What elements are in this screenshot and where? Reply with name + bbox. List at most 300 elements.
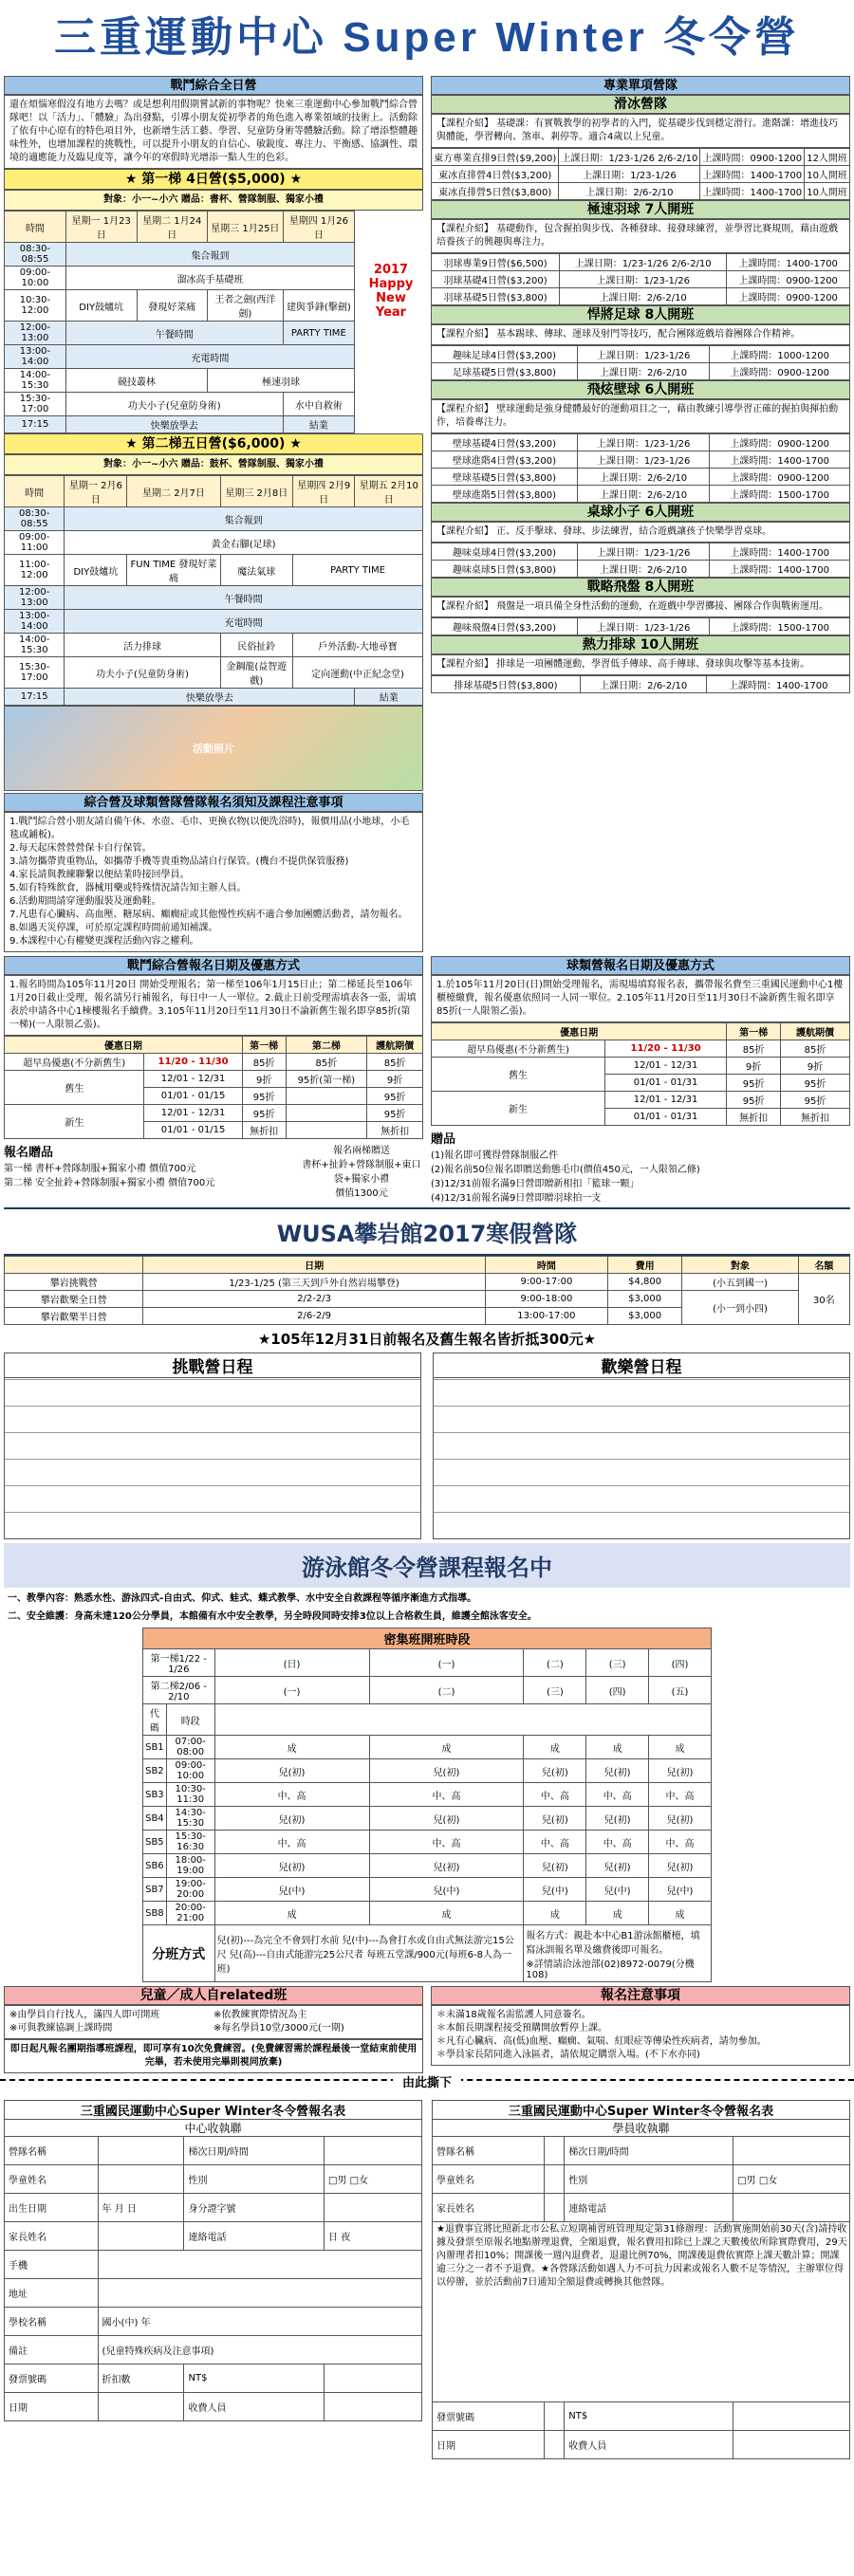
form-label: 營隊名稱: [5, 2137, 99, 2165]
price-value: [286, 1105, 367, 1122]
frisbee-desc: 【課程介紹】 飛盤是一項具備全身性活動的運動，在遊戲中學習擲接、團隊合作與戰術運用。: [431, 597, 850, 617]
cut-line: [0, 2076, 854, 2094]
time-cell: 14:00-15:30: [5, 634, 65, 657]
form-label: 學童姓名: [5, 2165, 99, 2194]
id-field[interactable]: [325, 2194, 422, 2222]
fee-item: ※每名學員10堂/3000元(一期): [214, 2023, 344, 2033]
form-label: 備註: [5, 2336, 99, 2364]
left-discount-text: 1.報名時間為105年11月20日 開始受理報名；第一梯至106年1月15日止；第二梯延長至106年1月20日截止受理，報名請另行補報名，每日中一人一單位。2.截止日前受理需填表各一張，需填表於申請各中心1棟樓報名手續費。3.105年11月20日至11月30日不論新舊生報名即享85折(第一梯)(一人限領乙張)。: [4, 975, 423, 1036]
course-time: 上課時間：0900-1200: [710, 363, 850, 380]
session-code: SB5: [143, 1831, 167, 1854]
sign-field[interactable]: [733, 2431, 850, 2459]
session-level: 兒(初): [214, 1759, 369, 1783]
volleyball-title: 熱力排球 10人開班: [431, 635, 850, 654]
wusa-cell: 攀岩歡樂全日營: [5, 1291, 143, 1308]
activity-cell: 水中自救術: [283, 393, 354, 416]
price-value: 95折: [780, 1075, 849, 1092]
course-date: 上課日期：2/6-2/10: [577, 363, 710, 380]
price-date: 12/01 - 12/31: [604, 1058, 726, 1075]
price-date: 01/01 - 01/15: [144, 1088, 242, 1105]
price-label: 舊生: [5, 1071, 144, 1105]
phone-field[interactable]: [325, 2222, 422, 2251]
price-header: 護航期價: [367, 1037, 423, 1054]
gift-item: (2)報名前50位報名即贈送動態毛巾(價值450元，一人限領乙條): [431, 1165, 700, 1175]
price-date: 12/01 - 12/31: [144, 1105, 242, 1122]
form-label: NT$: [565, 2402, 733, 2431]
male-checkbox[interactable]: □男: [328, 2176, 347, 2186]
weekday: (二): [369, 1677, 524, 1704]
session-level: 成: [214, 1736, 369, 1759]
badminton-desc: 【課程介紹】 基礎動作，包含握拍與步伐、各種發球、接發球練習，並學習比賽規則，藉由遊戲培養孩子的興趣與專注力。: [431, 219, 850, 253]
price-date: 01/01 - 01/15: [144, 1122, 242, 1139]
badminton-table: [431, 253, 850, 305]
session-level: 成: [369, 1736, 524, 1759]
squash-desc: 【課程介紹】 壁球運動是強身健體最好的運動項目之一，藉由教練引導學習正確的握拍與揮拍動作，培養專注力。: [431, 399, 850, 433]
course-name: 東冰直排營5日營($3,800): [432, 183, 559, 200]
price-date: 01/01 - 01/31: [604, 1109, 726, 1126]
activity-cell: 結業: [355, 689, 423, 706]
right-header: 專業單項營隊: [431, 76, 850, 95]
session-code: SB8: [143, 1902, 167, 1925]
time-cell: 10:30-12:00: [5, 290, 66, 322]
form-label: NT$: [184, 2364, 325, 2393]
price-date: 01/01 - 01/31: [604, 1075, 726, 1092]
course-name: 趣味桌球5日營($3,800): [432, 561, 578, 578]
form-title: 三重國民運動中心Super Winter冬令營報名表: [432, 2100, 850, 2119]
price-value: 95折: [367, 1105, 423, 1122]
female-checkbox[interactable]: □女: [349, 2176, 369, 2186]
course-date: 上課日期：2/6-2/10: [577, 561, 710, 578]
session-level: 中、高: [369, 1783, 524, 1807]
course-name: 足球基礎5日營($3,800): [432, 363, 578, 380]
course-date: 上課日期：2/6-2/10: [560, 288, 727, 305]
time-cell: 09:00-10:00: [5, 267, 66, 290]
session-level: 中、高: [214, 1783, 369, 1807]
parent-field[interactable]: [545, 2194, 565, 2222]
activity-cell: 定向運動(中正紀念堂): [293, 657, 423, 689]
swim-table-title: 密集班開班時段: [143, 1628, 712, 1649]
session-level: 中、高: [649, 1831, 712, 1854]
price-value: 95折(第一梯): [286, 1071, 367, 1088]
note-item: 6.活動期間請穿運動服裝及運動鞋。: [9, 896, 161, 907]
day-header: 星期一 2月6日: [65, 476, 127, 507]
left-intro: 還在煩惱寒假沒有地方去嗎？或是想利用假期嘗試新的事物呢？快來三重運動中心參加戰鬥綜合營隊吧！以「活力」、「體驗」為出發點，引導小朋友從初學者的角色進入專業領域的技術上。活動除了依有中心原有的特色項目外，也新增生活工藝、學習、兒童防身術等體驗活動。除了增添整體趣味性外，也增加課程的挑戰性，可以提升小朋友的自信心、敏銳度、專注力、平衡感、協調性、環境的適應能力及臨見度等，讓今年的寒假時光增添一點人生的色彩。: [4, 95, 423, 169]
form-label: 連絡電話: [184, 2222, 325, 2251]
fee-item: ※由學員自行找人，滿四人即可開班: [9, 2010, 160, 2020]
swim-safety: 二、安全維護：身高未達120公分學員，本館備有水中安全教學，另全時段同時安排3位以上合格救生員，維護全館泳客安全。: [8, 1611, 537, 1622]
camp2-schedule: [4, 475, 423, 706]
notes-title: 綜合營及球類營隊營隊報名須知及課程注意事項: [4, 793, 423, 812]
camp2-target: 對象：小一~小六 贈品：鼓杯、營隊制服、獨家小禮: [4, 454, 423, 475]
course-time: 上課時間：0900-1200: [710, 434, 850, 451]
weekday: (三): [586, 1649, 649, 1677]
course-time: 上課時間：1400-1700: [707, 676, 850, 693]
form-label: 學童姓名: [433, 2165, 545, 2194]
squash-title: 飛炫壁球 6人開班: [431, 380, 850, 399]
wusa-cell: 30名: [798, 1274, 849, 1325]
left-column: [0, 76, 427, 952]
gift-title: 報名贈品: [4, 1146, 54, 1160]
wusa-cell: (小一到小四): [682, 1291, 799, 1325]
course-name: 羽球基礎4日營($3,200): [432, 271, 560, 288]
squash-table: [431, 433, 850, 503]
activity-cell: 功夫小子(兒童防身術): [65, 657, 220, 689]
wusa-deadline: ★105年12月31日前報名及舊生報名皆折抵300元★: [257, 1331, 597, 1348]
form-label: 收費人員: [565, 2431, 733, 2459]
form-label: 家長姓名: [433, 2194, 545, 2222]
session-level: 中、高: [214, 1831, 369, 1854]
session-level: 兒(初): [524, 1759, 586, 1783]
swim-title: 游泳館冬令營課程報名中: [4, 1543, 850, 1588]
session-level: 成: [649, 1902, 712, 1925]
session-level: 兒(初): [214, 1854, 369, 1878]
date-field[interactable]: [545, 2431, 565, 2459]
phone-field[interactable]: [733, 2194, 850, 2222]
notice-title: 報名注意事項: [431, 1986, 850, 2005]
page-title: 三重運動中心 Super Winter 冬令營: [54, 14, 800, 61]
form-label: 地址: [5, 2279, 99, 2308]
fun-schedule-grid: [433, 1378, 850, 1539]
right-discount: [427, 956, 854, 1204]
form-label: 連絡電話: [565, 2194, 733, 2222]
session-code: SB7: [143, 1878, 167, 1902]
session-time: 19:00-20:00: [166, 1878, 214, 1902]
time-cell: 17:15: [5, 416, 66, 433]
form-label: 性別: [565, 2165, 733, 2194]
note-item: 3.請勿攜帶貴重物品，如攜帶手機等貴重物品請自行保管。(機台不提供保管服務): [9, 856, 349, 867]
course-name: 趣味桌球4日營($3,200): [432, 543, 578, 561]
course-date: 上課日期：1/23-1/26: [560, 271, 727, 288]
session-time: 18:00-19:00: [166, 1854, 214, 1878]
price-label: 新生: [432, 1092, 605, 1126]
note-item: 2.每天起床營營營保卡自行保管。: [9, 843, 152, 854]
activity-cell: FUN TIME 發現好菜痛: [127, 555, 220, 586]
session-level: 成: [369, 1902, 524, 1925]
gift-value: 價值700元: [149, 1164, 196, 1174]
activity-cell: PARTY TIME: [283, 322, 354, 345]
football-title: 悍將足球 8人開班: [431, 305, 850, 324]
course-name: 東冰直排營4日營($3,200): [432, 166, 559, 183]
session-level: 中、高: [586, 1783, 649, 1807]
session-level: 兒(中): [369, 1878, 524, 1902]
fee-title: 兒童／成人自related班: [4, 1986, 423, 2005]
fee-note: 即日起凡報名團期指導班課程，即可享有10次免費練習。(免費練習需於課程最後一堂結束前使用完畢，若未使用完畢則視同放棄): [4, 2039, 423, 2073]
session-level: 中、高: [524, 1831, 586, 1854]
class-label: 分班方式: [143, 1925, 215, 1982]
course-time: 上課時間：1400-1700: [710, 451, 850, 469]
activity-cell: 黃金右腳(足球): [65, 531, 423, 555]
sign-field[interactable]: [325, 2393, 422, 2421]
form-label: 收費人員: [184, 2393, 325, 2421]
course-time: 上課時間：0900-1200: [710, 469, 850, 486]
price-label: 新生: [5, 1105, 144, 1139]
time-cell: 08:30-08:55: [5, 507, 65, 531]
weekday: (三): [524, 1677, 586, 1704]
price-value: 95折: [727, 1075, 781, 1092]
wusa-header: 費用: [608, 1257, 682, 1274]
course-date: 上課日期：1/23-1/26 2/6-2/10: [560, 254, 727, 271]
price-value: [286, 1122, 367, 1139]
night-phone-label: 夜: [341, 2233, 351, 2243]
course-time: 上課時間：0900-1200: [727, 288, 850, 305]
year-label: 年: [102, 2204, 112, 2215]
time-header: 時間: [5, 212, 66, 243]
time-cell: 12:00-13:00: [5, 586, 65, 610]
right-gifts: [431, 1129, 850, 1204]
price-value: 95折: [780, 1092, 849, 1109]
price-value: 95折: [727, 1092, 781, 1109]
camp1-schedule: [4, 211, 355, 433]
notice-item: ＊未滿18歲報名需監護人同意簽名。: [436, 2010, 591, 2020]
wusa-cell: $3,000: [608, 1308, 682, 1325]
day-header: 星期三 2月8日: [220, 476, 292, 507]
birth-field[interactable]: [98, 2194, 184, 2222]
day-phone-label: 日: [328, 2233, 339, 2243]
activity-cell: DIY鼓爐坑: [65, 290, 137, 322]
time-cell: 17:15: [5, 689, 65, 706]
price-header: 第一梯: [242, 1037, 286, 1054]
session-level: 兒(初): [524, 1807, 586, 1831]
remark-field[interactable]: [98, 2336, 421, 2364]
course-name: 壁球基礎5日營($3,800): [432, 469, 578, 486]
wusa-cell: 9:00-17:00: [485, 1274, 607, 1291]
session-level: 兒(初): [369, 1759, 524, 1783]
day-header: 星期二 2月7日: [127, 476, 220, 507]
course-date: 上課日期：2/6-2/10: [577, 469, 710, 486]
price-value: 9折: [780, 1058, 849, 1075]
price-value: 無折扣: [242, 1122, 286, 1139]
price-header: 優惠日期: [432, 1023, 727, 1040]
volleyball-desc: 【課程介紹】 排球是一項團體運動，學習低手傳球、高手傳球、發球與攻擊等基本技術。: [431, 654, 850, 675]
batch-label: 第二梯2/06 - 2/10: [143, 1677, 215, 1704]
signup-method: 報名方式：親赴本中心B1游泳館櫃檯，填寫泳訓報名單及繳費後即可報名。: [526, 1930, 700, 1956]
day-header: 星期三 1月25日: [207, 212, 283, 243]
gift-item: [4, 1174, 300, 1188]
left-discount-title: 戰鬥綜合營報名日期及優惠方式: [4, 956, 423, 975]
course-name: 壁球進階4日營($3,200): [432, 451, 578, 469]
time-cell: 08:30-08:55: [5, 243, 66, 267]
price-date: 12/01 - 12/31: [144, 1071, 242, 1088]
parent-field[interactable]: [98, 2222, 184, 2251]
session-level: 兒(中): [214, 1878, 369, 1902]
price-value: 85折: [286, 1054, 367, 1071]
course-quota: 10人開班: [805, 166, 850, 183]
price-value: 9折: [727, 1058, 781, 1075]
course-quota: 10人開班: [805, 183, 850, 200]
name-field[interactable]: [98, 2165, 184, 2194]
football-desc: 【課程介紹】 基本踢球、傳球、運球及射門等技巧，配合團隊遊戲培養團隊合作精神。: [431, 324, 850, 345]
note-item: 8.如遇天災停課，可於原定課程時間前通知補課。: [9, 923, 218, 933]
address-field[interactable]: [98, 2279, 421, 2308]
right-discount-title: 球類營報名日期及優惠方式: [431, 956, 850, 975]
price-date: 12/01 - 12/31: [604, 1092, 726, 1109]
course-name: 壁球基礎4日營($3,200): [432, 434, 578, 451]
activity-cell: 戶外活動-大地尋寶: [293, 634, 423, 657]
mobile-field[interactable]: [98, 2251, 421, 2279]
volleyball-table: [431, 675, 850, 693]
frisbee-table: [431, 617, 850, 635]
form-subtitle: 中心收執聯: [4, 2119, 422, 2136]
wusa-header: 時間: [485, 1257, 607, 1274]
time-cell: 15:30-17:00: [5, 657, 65, 689]
form-title: 三重國民運動中心Super Winter冬令營報名表: [4, 2100, 422, 2119]
note-item: 1.戰鬥綜合營小朋友請自備午休、水壺、毛巾、更換衣物(以便洗浴時)，報價用品(小地球，小毛毯或鋪板)。: [9, 817, 410, 840]
gift-text: 第一梯 書杯+營隊制服+獨家小禮: [4, 1164, 146, 1174]
form-label: 學校名稱: [5, 2308, 99, 2336]
invoice-field[interactable]: [98, 2364, 184, 2393]
frisbee-title: 戰略飛盤 8人開班: [431, 578, 850, 597]
grade-label: 國小(中): [102, 2318, 139, 2328]
activity-cell: 充電時間: [65, 345, 354, 369]
price-value: 95折: [367, 1088, 423, 1105]
session-level: 兒(初): [649, 1854, 712, 1878]
session-level: 兒(初): [586, 1854, 649, 1878]
price-header: 第一梯: [727, 1023, 781, 1040]
price-value: [286, 1088, 367, 1105]
notice-item: ＊學員家長陪同進入泳區者，請依規定購票入場。(不下水亦同): [436, 2050, 700, 2060]
course-time: 上課時間：1400-1700: [710, 543, 850, 561]
skate-desc: 【課程介紹】 基礎課：有實戰教學的初學者的入門，從基礎步伐到穩定滑行。進階課：增進技巧與體能，學習轉向、煞車、剎停等。適合4歲以上兒童。: [431, 114, 850, 148]
activity-cell: 午餐時間: [65, 322, 283, 345]
left-gifts: [4, 1142, 423, 1199]
class-desc: 兒(初)---為完全不會到打水前 兒(中)---為會打水或自由式無法游完15公尺 兒(高)---自由式能游完25公尺者 每班五堂課/900元(每班6-8人為一班): [214, 1925, 524, 1982]
price-value: 85折: [242, 1054, 286, 1071]
new-year-logo: 2017 Happy New Year: [368, 263, 414, 320]
course-time: 上課時間：1400-1700: [700, 183, 805, 200]
session-code: SB2: [143, 1759, 167, 1783]
camp1-title: ★ 第一梯 4日營($5,000) ★: [4, 169, 423, 190]
challenge-schedule-grid: [4, 1378, 421, 1539]
amount-field[interactable]: [733, 2402, 850, 2431]
activity-cell: 極速羽球: [207, 369, 354, 393]
wusa-title: WUSA攀岩館2017寒假營隊: [4, 1207, 850, 1256]
skate-table: [431, 148, 850, 200]
form-label: 營隊名稱: [433, 2137, 545, 2165]
session-level: 兒(初): [649, 1807, 712, 1831]
session-level: 中、高: [649, 1783, 712, 1807]
camp-field[interactable]: [98, 2137, 184, 2165]
price-label: 超早鳥優惠(不分新舊生): [432, 1040, 605, 1058]
wusa-header: 對象: [682, 1257, 799, 1274]
course-date: 上課日期：1/23-1/26: [577, 451, 710, 469]
activity-cell: 集合報到: [65, 507, 423, 531]
form-label: 手機: [5, 2251, 99, 2279]
session-level: 成: [524, 1902, 586, 1925]
camp-field[interactable]: [545, 2137, 565, 2165]
session-code: SB1: [143, 1736, 167, 1759]
gift-combo: [300, 1142, 423, 1199]
activity-cell: 建與爭鋒(擊劍): [283, 290, 354, 322]
month-label: 月: [114, 2204, 124, 2215]
course-time: 上課時間：0900-1200: [700, 149, 805, 166]
price-value: 95折: [242, 1105, 286, 1122]
activity-cell: 發現好菜痛: [137, 290, 207, 322]
gift-value: 價值700元: [168, 1178, 215, 1188]
wusa-cell: (小五到國一): [682, 1274, 799, 1291]
time-cell: 13:00-14:00: [5, 610, 65, 634]
form-label: 發票號碼: [433, 2402, 545, 2431]
gift-item: (1)報名即可獲得營隊制服乙件: [431, 1150, 559, 1161]
course-date: 上課日期：1/23-1/26: [577, 434, 710, 451]
price-value: 95折: [242, 1088, 286, 1105]
activity-photo: 活動照片: [4, 706, 423, 791]
time-cell: 15:30-17:00: [5, 393, 66, 416]
time-header: 時段: [166, 1704, 214, 1736]
session-code: SB4: [143, 1807, 167, 1831]
session-time: 10:30-11:30: [166, 1783, 214, 1807]
right-column: [427, 76, 854, 952]
sched-field[interactable]: [325, 2137, 422, 2165]
activity-cell: 結業: [283, 416, 354, 433]
course-time: 上課時間：1500-1700: [710, 486, 850, 503]
invoice-field[interactable]: [545, 2402, 565, 2431]
wusa-cell: 攀岩挑戰營: [5, 1274, 143, 1291]
wusa-cell: 1/23-1/25 (第三天到戶外自然岩場攀登): [143, 1274, 485, 1291]
badminton-title: 極速羽球 7人開班: [431, 200, 850, 219]
left-discount: [0, 956, 427, 1204]
price-value: 85折: [727, 1040, 781, 1058]
weekday: (一): [369, 1649, 524, 1677]
form-label: 家長姓名: [5, 2222, 99, 2251]
contact-info: ※詳情請洽泳池部(02)8972-0079(分機108): [526, 1959, 695, 1980]
male-checkbox[interactable]: □男: [737, 2176, 756, 2186]
form-label: 日期: [5, 2393, 99, 2421]
swim-section: [4, 1543, 850, 2073]
day-label: 日: [126, 2204, 137, 2215]
course-name: 趣味足球4日營($3,200): [432, 346, 578, 363]
gift-value: 價值1300元: [335, 1188, 388, 1199]
day-header: 星期四 2月9日: [293, 476, 355, 507]
form-center: [4, 2100, 422, 2459]
wusa-cell: $4,800: [608, 1274, 682, 1291]
session-level: 兒(初): [586, 1759, 649, 1783]
session-time: 07:00-08:00: [166, 1736, 214, 1759]
right-discount-text: 1.於105年11月20日(日)開始受理報名，需現場填寫報名表，攜帶報名費至三重國民運動中心1樓櫃檯繳費，報名優惠依照同一人同一單位。2.105年11月20日至11月30日不論新舊生報名即享85折(一人限領乙張)。: [431, 975, 850, 1022]
price-value: 85折: [367, 1054, 423, 1071]
name-field[interactable]: [545, 2165, 565, 2194]
price-value: 無折扣: [780, 1109, 849, 1126]
session-level: 兒(初): [649, 1759, 712, 1783]
activity-cell: 午餐時間: [65, 586, 423, 610]
weekday: (五): [649, 1677, 712, 1704]
activity-cell: 活力排球: [65, 634, 220, 657]
course-name: 羽球基礎5日營($3,800): [432, 288, 560, 305]
note-item: 7.凡患有心臟病、高血壓、糖尿病、癲癇症或其他慢性疾病不適合參加團體活動者，請勿報名。: [9, 910, 408, 920]
camp2-title: ★ 第二梯五日營($6,000) ★: [4, 433, 423, 454]
time-cell: 12:00-13:00: [5, 322, 66, 345]
course-time: 上課時間：1400-1700: [727, 254, 850, 271]
activity-cell: 魔法氣球: [220, 555, 292, 586]
course-date: 上課日期：2/6-2/10: [580, 676, 707, 693]
sched-field[interactable]: [733, 2137, 850, 2165]
gift-text: 報名兩梯贈送: [333, 1146, 390, 1156]
form-label: 發票號碼: [5, 2364, 99, 2393]
course-date: 上課日期：1/23-1/26 2/6-2/10: [559, 149, 700, 166]
form-subtitle: 學員收執聯: [432, 2119, 850, 2136]
amount-field[interactable]: [325, 2364, 422, 2393]
pingpong-title: 桌球小子 6人開班: [431, 503, 850, 522]
female-checkbox[interactable]: □女: [758, 2176, 778, 2186]
session-level: 兒(中): [649, 1878, 712, 1902]
wusa-header: 名額: [798, 1257, 849, 1274]
school-field[interactable]: [98, 2308, 421, 2336]
activity-cell: 集合報到: [65, 243, 354, 267]
note-item: 5.如有特殊飲食，器械用藥或特殊情況請告知主辦人員。: [9, 883, 247, 893]
date-field[interactable]: [98, 2393, 184, 2421]
course-date: 上課日期：2/6-2/10: [559, 183, 700, 200]
gift-title: 贈品: [431, 1132, 456, 1147]
session-level: 中、高: [586, 1831, 649, 1854]
